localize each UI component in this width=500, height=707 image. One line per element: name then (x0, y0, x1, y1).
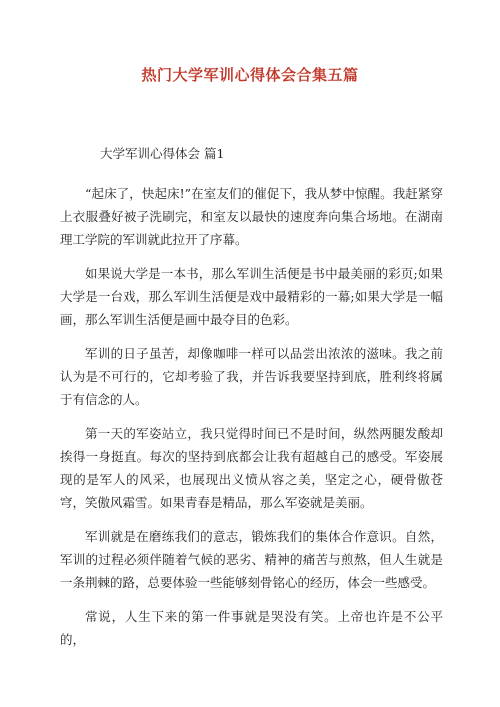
document-body (60, 182, 443, 662)
paragraph: 军训的日子虽苦，却像咖啡一样可以品尝出浓浓的滋味。我之前认为是不可行的，它却考验了我，并告诉我要坚持到底，胜利终将属于有信念的人。 (60, 346, 443, 407)
paragraph: 常说，人生下来的第一件事就是哭没有笑。上帝也许是不公平的， (60, 609, 443, 647)
paragraph: 第一天的军姿站立，我只觉得时间已不是时间，纵然两腿发酸却挨得一身挺直。每次的坚持到底都会让我有超越自己的感受。军姿展现的是军人的风采，也展现出义愤从容之美，坚定之心，硬骨傲苍穹，笑傲风霜雪。如果青春是精品，那么军姿就是美丽。 (60, 426, 443, 510)
section-heading: 大学军训心得体会 篇1 (100, 146, 225, 161)
paragraph: 如果说大学是一本书，那么军训生活便是书中最美丽的彩页;如果大学是一台戏，那么军训生活便是戏中最精彩的一幕;如果大学是一幅画，那么军训生活便是画中最夺目的色彩。 (60, 266, 443, 327)
paragraph: “起床了，快起床!”在室友们的催促下，我从梦中惊醒。我赶紧穿上衣服叠好被子洗刷完，和室友以最快的速度奔向集合场地。在湖南理工学院的军训就此拉开了序幕。 (60, 186, 443, 247)
document-title: 热门大学军训心得体会合集五篇 (141, 66, 359, 84)
paragraph: 军训就是在磨练我们的意志，锻炼我们的集体合作意识。自然，军训的过程必须伴随着气候的恶劣、精神的痛苦与煎熬，但人生就是一条荆棘的路，总要体验一些能够刻骨铭心的经历，体会一些感受。 (60, 529, 443, 590)
